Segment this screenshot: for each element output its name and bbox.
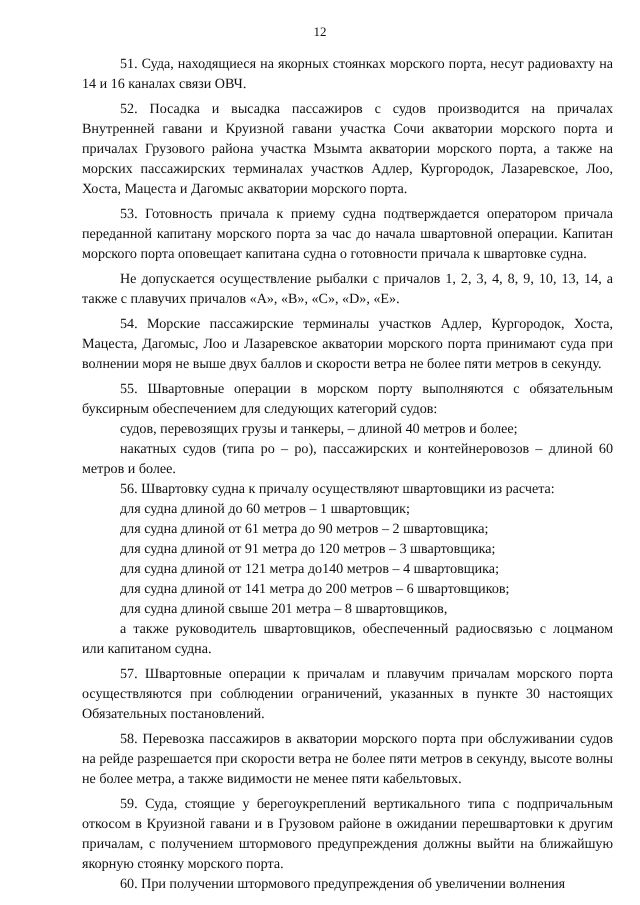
paragraph-56-item-6: для судна длиной свыше 201 метра – 8 швартовщиков, <box>120 601 448 617</box>
paragraph-55-item-roro: накатных судов (типа ро – ро), пассажирских и контейнеровозов – длиной 60 метров и более. <box>82 441 613 477</box>
paragraph-fishing-ban: Не допускается осуществление рыбалки с причалов 1, 2, 3, 4, 8, 9, 10, 13, 14, а также с плавучих причалов «А», «В», «С», «D», «Е». <box>82 271 613 307</box>
document-body <box>82 54 613 894</box>
paragraph-51: 51. Суда, находящиеся на якорных стоянках морского порта, несут радиовахту на 14 и 16 каналах связи ОВЧ. <box>82 56 613 92</box>
paragraph-56-item-4: для судна длиной от 121 метра до140 метров – 4 швартовщика; <box>120 561 499 577</box>
paragraph-56-item-5: для судна длиной от 141 метра до 200 метров – 6 швартовщиков; <box>120 581 510 597</box>
paragraph-57: 57. Швартовные операции к причалам и плавучим причалам морского порта осуществляются при соблюдении ограничений, указанных в пункте 30 настоящих Обязательных постановлений. <box>82 666 613 722</box>
paragraph-59: 59. Суда, стоящие у берегоукреплений вертикального типа с подпричальным откосом в Круизной гавани и в Грузовом районе в ожидании перешвартовки к другим причалам, с получением штормового предупреждения должны выйти на ближайшую якорную стоянку морского порта. <box>82 796 613 872</box>
paragraph-56: 56. Швартовку судна к причалу осуществляют швартовщики из расчета: <box>120 481 555 497</box>
paragraph-54: 54. Морские пассажирские терминалы участков Адлер, Кургородок, Хоста, Мацеста, Дагомыс, Лоо и Лазаревское акватории морского порта принимают суда при волнении моря не выше двух баллов и скорости ветра не более пяти метров в секунду. <box>82 316 613 372</box>
page-number: 12 <box>313 24 327 39</box>
paragraph-58: 58. Перевозка пассажиров в акватории морского порта при обслуживании судов на рейде разрешается при скорости ветра не более пяти метров в секунду, высоте волны не более метра, а также видимости не менее пяти кабельтовых. <box>82 731 613 787</box>
paragraph-53: 53. Готовность причала к приему судна подтверждается оператором причала переданной капитану морского порта за час до начала швартовной операции. Капитан морского порта оповещает капитана судна о готовности причала к швартовке судна. <box>82 206 613 262</box>
paragraph-55: 55. Швартовные операции в морском порту выполняются с обязательным буксирным обеспечением для следующих категорий судов: <box>82 381 613 417</box>
paragraph-56-item-1: для судна длиной до 60 метров – 1 швартовщик; <box>120 501 410 517</box>
paragraph-56-item-2: для судна длиной от 61 метра до 90 метров – 2 швартовщика; <box>120 521 489 537</box>
paragraph-60: 60. При получении штормового предупреждения об увеличении волнения <box>120 876 566 892</box>
paragraph-56-item-3: для судна длиной от 91 метра до 120 метров – 3 швартовщика; <box>120 541 496 557</box>
paragraph-55-item-cargo: судов, перевозящих грузы и танкеры, – длиной 40 метров и более; <box>120 421 518 437</box>
paragraph-56-item-supervisor: а также руководитель швартовщиков, обеспеченный радиосвязью с лоцманом или капитаном судна. <box>82 621 613 657</box>
paragraph-52: 52. Посадка и высадка пассажиров с судов производится на причалах Внутренней гавани и Круизной гавани участка Сочи акватории морского порта и причалах Грузового района участка Мзымта акватории морского порта, а также на морских пассажирских терминалах участков Адлер, Кургородок, Лазаревское, Лоо, Хоста, Мацеста и Дагомыс акватории морского порта. <box>82 101 613 197</box>
